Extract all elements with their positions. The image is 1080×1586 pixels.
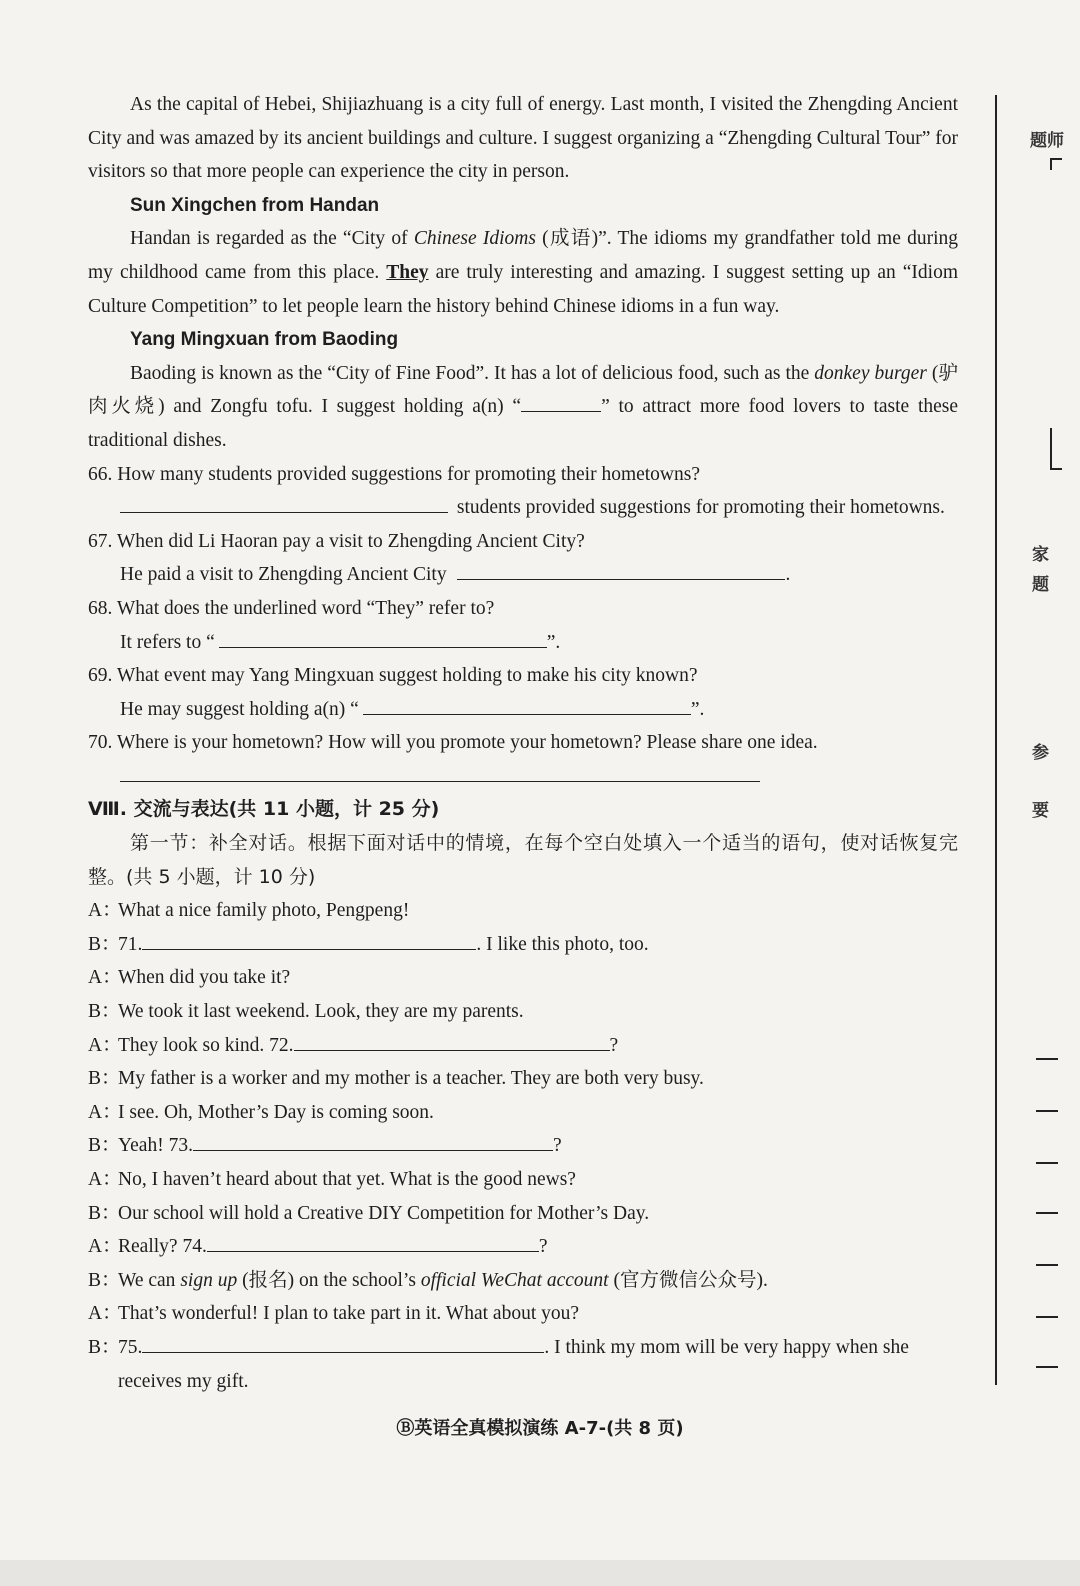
dialogue-number: 73. [168,1135,193,1157]
dialogue-line [88,1096,958,1130]
dialogue-line-a-wonderful: A：That’s wonderful! I plan to take part in it. What about you? [88,1303,580,1325]
passage-paragraph-1: As the capital of Hebei, Shijiazhuang is a city full of energy. Last month, I visited the Zhengding Ancient City and was amazed by its ancient buildings and culture. I suggest organizing a “Zhengding Cultural Tour” for visitors so that more people can experience the city in person. [88,94,958,183]
dialogue-text: When did you take it? [118,967,291,989]
page-content [88,88,958,1398]
page-footer: Ⓑ英语全真模拟演练 A-7-(共 8 页) [396,1418,684,1439]
dialogue-text: My father is a worker and my mother is a teacher. They are both very busy. [118,1068,704,1090]
dialogue-speaker: B： [88,1202,121,1224]
margin-text-4: 参 [1032,743,1049,763]
margin-dash [1036,1316,1058,1318]
dialogue-text: Our school will hold a Creative DIY Competition for Mother’s Day. [118,1202,650,1224]
answer-68-line: It refers to “ ”. [88,626,958,660]
answer-68-blank[interactable] [219,627,547,648]
scan-edge [0,1560,1080,1586]
dialogue-speaker: B： [88,1001,121,1023]
dialogue-line-75: B：75. . I think my mom will be very happy when she [88,1331,958,1365]
dialogue-blank[interactable] [193,1130,553,1151]
question-66: 66. How many students provided suggestions for promoting their hometowns? [88,463,701,485]
section-intro: 第一节：补全对话。根据下面对话中的情境，在每个空白处填入一个适当的语句，使对话恢复完整。(共 5 小题，计 10 分) [88,832,958,888]
dialogue-speaker: B： [88,933,121,955]
dialogue-text: No, I haven’t heard about that yet. What is the good news? [118,1169,576,1190]
dialogue-line [88,1029,958,1063]
passage-blank[interactable] [521,391,601,412]
dialogue-text-after: ? [552,1135,562,1157]
dialogue-text-after: ? [609,1034,619,1056]
dialogue-speaker: A： [88,900,122,922]
dialogue-text: What a nice family photo, Pengpeng! [118,900,410,922]
answer-66-line: students provided suggestions for promoting their hometowns. [88,491,958,525]
margin-text-1: 题师 [1030,131,1064,151]
dialogue-text: I see. Oh, Mother’s Day is coming soon. [118,1101,434,1123]
dialogue-blank[interactable] [294,1030,610,1051]
dialogue-line [88,928,958,962]
wechat-account-italic: official WeChat account [420,1269,609,1291]
dialogue-speaker: A： [88,1034,122,1056]
dialogue-text: We took it last weekend. Look, they are my parents. [118,1001,524,1023]
dialogue-speaker: B： [88,1068,121,1090]
dialogue-line [88,1197,958,1231]
dialogue-text: Really? [118,1236,183,1258]
passage-paragraph-3: Baoding is known as the “City of Fine Food”. It has a lot of delicious food, such as the donkey burger (驴肉火烧) and Zongfu tofu. I suggest holding a(n) “ ” to attract more food lovers to taste these traditional dishes. [88,362,959,451]
dialogue-blank[interactable] [142,929,476,950]
margin-text-5: 要 [1032,801,1049,821]
dialogue-text-after: ? [538,1236,548,1258]
dialogue-line [88,961,958,995]
answer-67-blank[interactable] [457,559,785,580]
dialogue-blank[interactable] [207,1231,539,1252]
question-68: 68. What does the underlined word “They” refer to? [88,597,495,619]
dialogue-speaker: A： [88,1236,122,1258]
answer-70-line [88,760,958,794]
dialogue-text-after: . I like this photo, too. [476,933,649,955]
margin-dash [1036,1162,1058,1164]
sign-up-italic: sign up [180,1269,238,1291]
margin-dash [1036,1366,1058,1368]
margin-text-2: 家 [1032,545,1049,565]
dialogue-line-signup: B：We can sign up (报名) on the school’s official WeChat account (官方微信公众号). [88,1269,768,1291]
question-70: 70. Where is your hometown? How will you promote your hometown? Please share one idea. [88,732,818,754]
dialogue-line [88,995,958,1029]
section-title: Ⅷ. 交流与表达(共 11 小题，计 25 分) [88,798,440,821]
dialogue-line [88,1163,958,1197]
dialogue-speaker: A： [88,967,122,989]
margin-dash [1036,1110,1058,1112]
answer-67-line: He paid a visit to Zhengding Ancient City . [88,558,958,592]
underlined-word-they: They [386,261,429,283]
dialogue-number: 71. [118,933,143,955]
answer-69-line: He may suggest holding a(n) “ ”. [88,693,958,727]
answer-66-blank[interactable] [120,492,448,513]
dialogue-text: Yeah! [118,1135,169,1157]
dialogue-text: They look so kind. [118,1034,270,1056]
dialogue-blank-75[interactable] [142,1332,544,1353]
dialogue-line [88,1129,958,1163]
answer-70-blank[interactable] [120,761,760,782]
author-name-yang: Yang Mingxuan from Baoding [130,329,399,351]
margin-text-3: 题 [1032,575,1049,595]
margin-dash [1036,1058,1058,1060]
margin-mark-mid [1050,428,1052,470]
dialogue-number: 74. [182,1236,207,1258]
question-69: 69. What event may Yang Mingxuan suggest holding to make his city known? [88,665,698,687]
dialogue-speaker: A： [88,1169,122,1190]
dialogue-speaker: B： [88,1135,121,1157]
donkey-burger-italic: donkey burger [814,362,927,384]
dialogue-line [88,1062,958,1096]
margin-mark-top-v [1050,158,1052,170]
dialogue [88,894,958,1264]
margin-dash [1036,1264,1058,1266]
dialogue-line [88,1230,958,1264]
margin-mark-mid-h [1050,468,1062,470]
passage-paragraph-2: Handan is regarded as the “City of Chinese Idioms (成语)”. The idioms my grandfather told me during my childhood came from this place. They are truly interesting and amazing. I suggest setting up an “Idiom Culture Competition” to let people learn the history behind Chinese idioms in a fun way. [88,228,959,317]
dialogue-line-75-cont: receives my gift. [118,1370,249,1392]
margin-dash [1036,1212,1058,1214]
dialogue-line [88,894,958,928]
author-name-sun: Sun Xingchen from Handan [130,194,380,216]
dialogue-number: 72. [269,1034,294,1056]
answer-69-blank[interactable] [363,694,691,715]
chinese-idioms-italic: Chinese Idioms [413,228,536,250]
margin-rule [995,95,997,1385]
dialogue-speaker: A： [88,1101,122,1123]
question-67: 67. When did Li Haoran pay a visit to Zhengding Ancient City? [88,530,585,552]
